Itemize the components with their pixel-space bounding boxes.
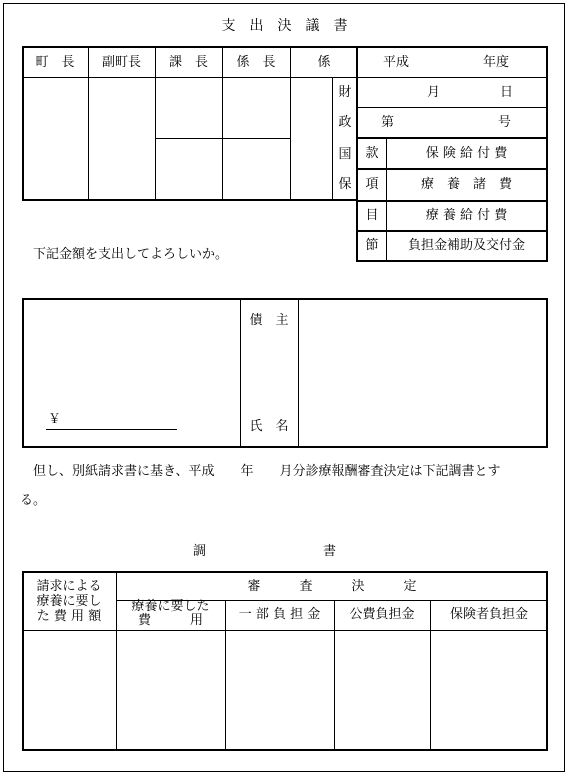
document-title: 支 出 決 議 書 <box>221 18 348 34</box>
budget-value: 療 養 給 付 費 <box>425 208 508 223</box>
fiscal-line <box>356 107 548 108</box>
month-label: 月 <box>427 85 441 100</box>
budget-key: 目 <box>365 208 379 223</box>
header-staff: 係 <box>317 55 331 70</box>
header-section-chief: 課 長 <box>168 55 208 70</box>
fiscal-year-label: 年度 <box>483 55 510 70</box>
budget-key: 節 <box>365 238 379 253</box>
label-ho: 保 <box>338 177 352 192</box>
request-label-1: 請求による <box>36 579 102 594</box>
budget-line <box>356 200 548 202</box>
budget-key: 款 <box>365 146 379 161</box>
note-line-2: る。 <box>20 493 47 508</box>
payment-divider <box>298 298 299 448</box>
name-label: 氏 名 <box>249 419 289 434</box>
col-medical-cost-line1: 療養に要した <box>131 599 210 614</box>
fiscal-line <box>356 77 548 78</box>
label-zai: 財 <box>338 85 352 100</box>
budget-line <box>356 230 548 232</box>
survey-header-line <box>22 630 548 631</box>
day-label: 日 <box>500 85 514 100</box>
yen-symbol: ￥ <box>48 412 62 427</box>
survey-divider <box>116 571 117 751</box>
col-copayment: 一 部 負 担 金 <box>238 607 321 622</box>
fiscal-era: 平成 <box>383 55 410 70</box>
header-deputy-mayor: 副町長 <box>101 55 141 70</box>
note-line-1: 但し、別紙請求書に基き、平成 年 月分診療報酬審査決定は下記調書とす <box>33 464 501 479</box>
label-koku: 国 <box>338 147 352 162</box>
approval-header-line <box>22 77 358 78</box>
budget-value: 負担金補助及交付金 <box>407 238 525 253</box>
budget-value: 保 険 給 付 費 <box>425 146 508 161</box>
request-label-2: 療養に要し <box>36 594 102 609</box>
header-subsection-chief: 係 長 <box>236 55 276 70</box>
budget-value: 療 養 諸 費 <box>420 177 512 192</box>
budget-line <box>356 168 548 170</box>
budget-key: 項 <box>365 177 379 192</box>
amount-underline <box>46 429 177 430</box>
survey-title: 調 書 <box>193 544 337 559</box>
col-insurer-burden: 保険者負担金 <box>449 607 528 622</box>
request-label-3: た 費 用 額 <box>36 609 102 624</box>
request-sentence: 下記金額を支出してよろしいか。 <box>33 247 229 262</box>
number-prefix: 第 <box>381 115 395 130</box>
number-suffix: 号 <box>498 115 512 130</box>
col-medical-cost-line2: 費 用 <box>137 613 203 628</box>
label-sei: 政 <box>338 115 352 130</box>
col-public-burden: 公費負担金 <box>349 607 415 622</box>
header-mayor: 町 長 <box>35 55 75 70</box>
decision-header: 審 査 決 定 <box>247 579 417 594</box>
creditor-label: 債 主 <box>249 313 289 328</box>
